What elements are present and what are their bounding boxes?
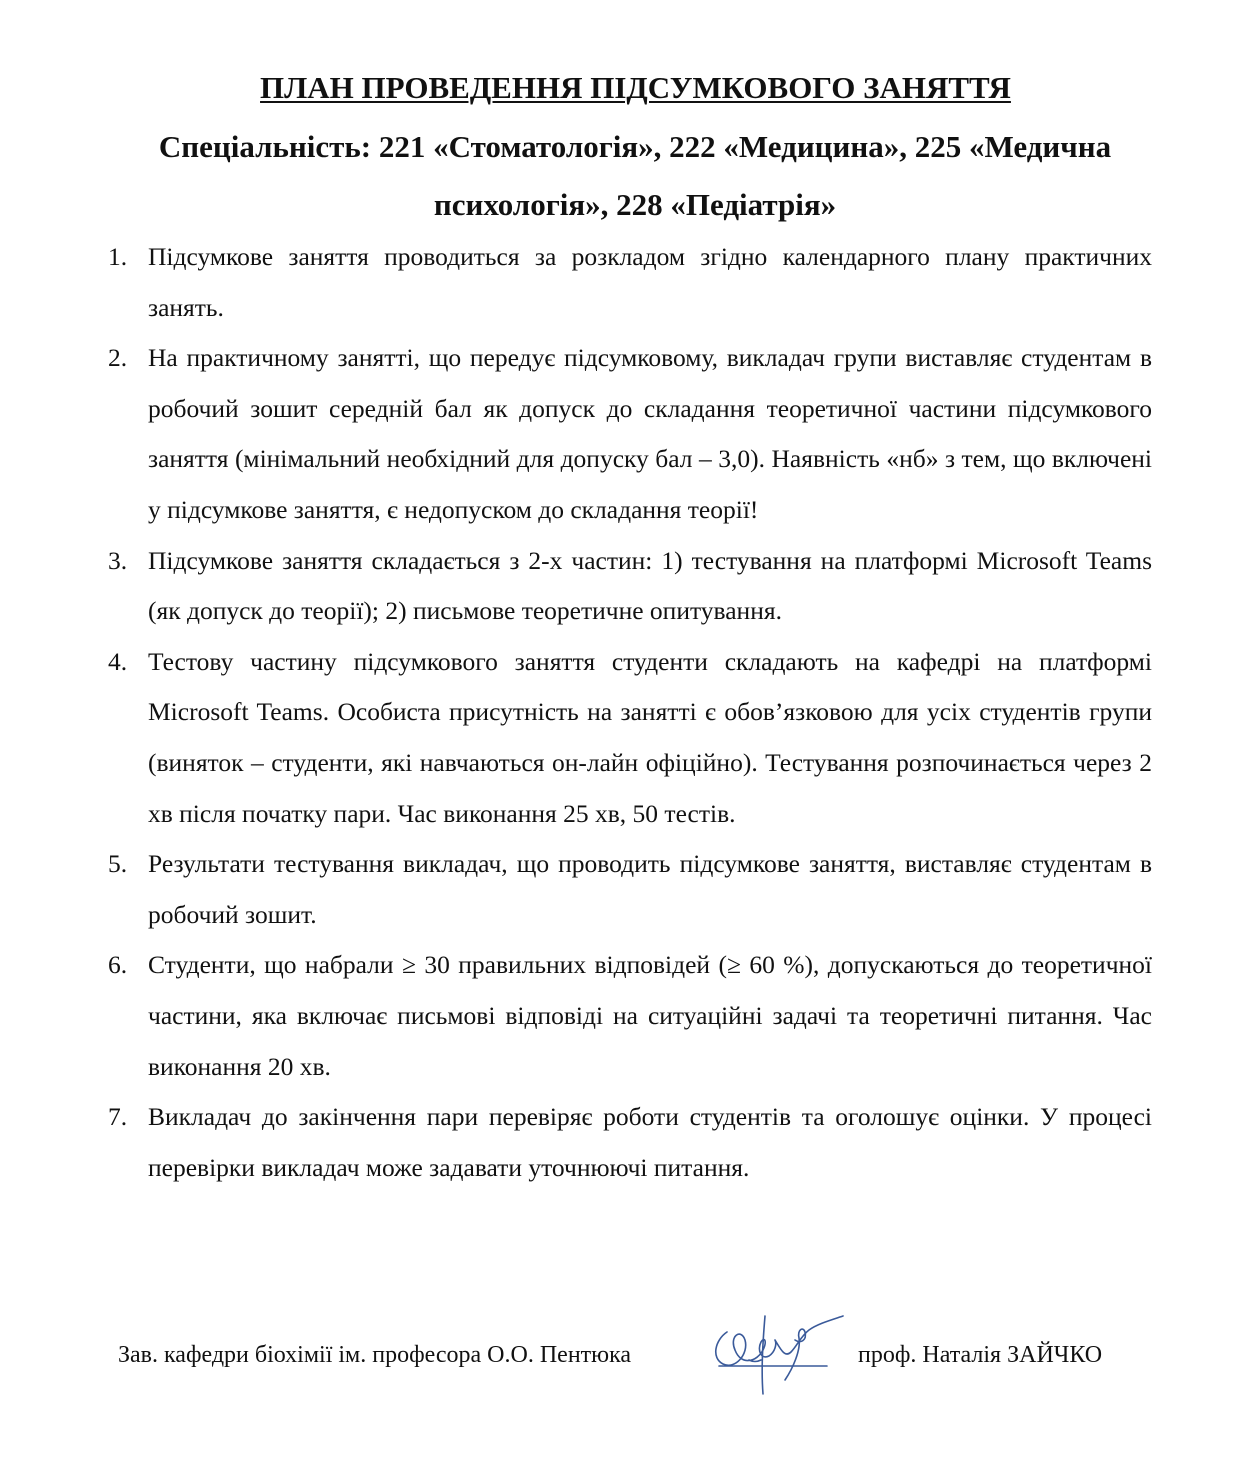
list-item-number: 7. — [108, 1102, 128, 1132]
list-item-number: 1. — [108, 242, 128, 271]
signatory-name: проф. Наталія ЗАЙЧКО — [858, 1342, 1103, 1368]
list-item — [108, 637, 1152, 839]
list-item — [108, 536, 1152, 637]
list-item — [108, 232, 1152, 333]
list-item-text: На практичному занятті, що передує підсумковому, викладач групи виставляє студентам в робочий зошит середній бал як допуск до складання теоретичної частини підсумкового заняття (мінімальний необхідний для допуску бал – 3,0). Наявність «нб» з тем, що включені у підсумкове заняття, є недопуском до складання теорії! — [148, 343, 1152, 524]
list-item — [108, 333, 1152, 535]
list-item — [108, 1092, 1152, 1193]
list-item-text: Підсумкове заняття проводиться за розкладом згідно календарного плану практичних занять. — [148, 242, 1152, 322]
list-item-text: Викладач до закінчення пари перевіряє роботи студентів та оголошує оцінки. У процесі перевірки викладач може задавати уточнюючі питання. — [148, 1102, 1152, 1182]
document-subtitle: Спеціальність: 221 «Стоматологія», 222 «Медицина», 225 «Медична психологія», 228 «Педіатрія» — [158, 129, 1112, 222]
handwritten-signature — [705, 1310, 850, 1405]
list-item-text: Підсумкове заняття складається з 2-х частин: 1) тестування на платформі Microsoft Teams (як допуск до теорії); 2) письмове теоретичне опитування. — [148, 545, 1152, 626]
list-item-number: 4. — [108, 646, 128, 676]
list-item-number: 6. — [108, 950, 128, 980]
list-item-text: Результати тестування викладач, що проводить підсумкове заняття, виставляє студентам в робочий зошит. — [148, 849, 1152, 929]
list-item — [108, 839, 1152, 940]
list-item-number: 5. — [108, 849, 128, 879]
list-item-number: 3. — [108, 545, 128, 575]
list-item-text: Студенти, що набрали ≥ 30 правильних відповідей (≥ 60 %), допускаються до теоретичної частини, яка включає письмові відповіді на ситуаційні задачі та теоретичні питання. Час виконання 20 хв. — [148, 950, 1152, 1081]
list-item-number: 2. — [108, 343, 128, 373]
signatory-position: Зав. кафедри біохімії ім. професора О.О. Пентюка — [118, 1342, 632, 1368]
plan-list — [0, 232, 1152, 1193]
list-item — [108, 940, 1152, 1092]
document-title: ПЛАН ПРОВЕДЕННЯ ПІДСУМКОВОГО ЗАНЯТТЯ — [260, 70, 1011, 105]
signature-block — [0, 1320, 1241, 1410]
list-item-text: Тестову частину підсумкового заняття студенти складають на кафедрі на платформі Microsoft Teams. Особиста присутність на занятті є обов’язковою для усіх студентів групи (виняток – студенти, які навчаються он-лайн офіційно). Тестування розпочинається через 2 хв після початку пари. Час виконання 25 хв, 50 тестів. — [148, 646, 1152, 828]
